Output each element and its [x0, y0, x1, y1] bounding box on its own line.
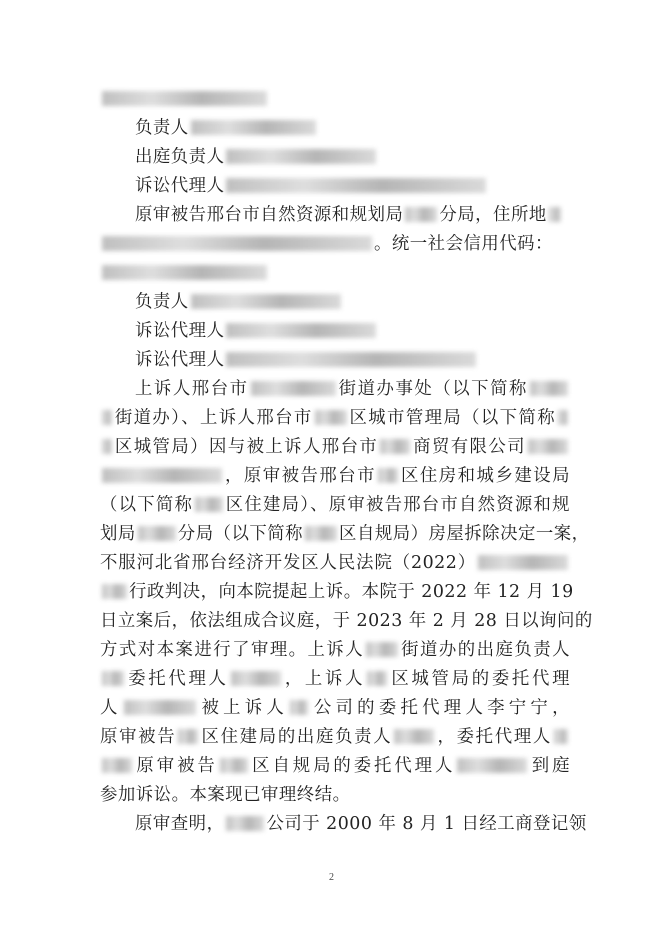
text-line-10	[135, 345, 570, 375]
redaction	[315, 410, 347, 425]
redaction	[558, 410, 568, 425]
text-line-11	[135, 374, 570, 404]
text-span: 诉讼代理人	[135, 176, 225, 196]
redaction	[220, 758, 248, 773]
text-span: 日立案后，依法组成合议庭，于 2023 年 2 月 28 日以询问的	[100, 611, 593, 631]
redaction	[191, 294, 341, 309]
redaction	[231, 671, 281, 686]
redaction	[478, 555, 568, 570]
text-span: 区住建局）、原审被告邢台市自然资源和规	[225, 495, 570, 515]
page-number: 2	[329, 872, 334, 883]
text-span: 区自规局）房屋拆除决定一案，	[339, 524, 590, 544]
text-span: 诉讼代理人	[135, 321, 225, 341]
text-line-2	[135, 113, 570, 143]
text-line-18	[100, 577, 574, 607]
text-span: ，原审被告邢台市	[224, 466, 377, 486]
text-line-24	[100, 751, 570, 781]
text-span: 原审查明，	[135, 814, 225, 834]
text-span: 区住房和城乡建设局	[400, 466, 570, 486]
text-span: 人	[100, 698, 122, 718]
redaction	[528, 439, 568, 454]
text-line-14	[100, 461, 570, 491]
text-span: 分局（以下简称	[177, 524, 304, 544]
redaction	[549, 207, 561, 222]
redaction	[102, 468, 222, 483]
text-line-8	[135, 287, 570, 317]
text-line-20	[100, 635, 570, 665]
text-line-4	[135, 171, 570, 201]
text-span: 诉讼代理人	[135, 350, 225, 370]
text-line-13	[100, 432, 570, 462]
redaction	[102, 671, 124, 686]
redaction	[102, 265, 267, 280]
text-line-21	[100, 664, 570, 694]
text-span: 被上诉人	[197, 698, 289, 718]
text-line-1	[100, 84, 570, 114]
text-line-15	[100, 490, 570, 520]
redaction	[226, 323, 376, 338]
text-span: 原审被告	[100, 727, 177, 747]
text-span: 分局，住所地	[439, 205, 547, 225]
text-span: 街道办事处（以下简称	[337, 379, 528, 399]
text-span: 区城管局的委托代理	[389, 669, 570, 689]
redaction	[394, 729, 434, 744]
text-line-22	[100, 693, 570, 723]
text-span: 委托代理人	[126, 669, 229, 689]
text-span: 出庭负责人	[135, 147, 225, 167]
text-span: 原审被告邢台市自然资源和规划局	[135, 205, 404, 225]
text-span: 不服河北省邢台经济开发区人民法院（2022）	[100, 553, 476, 573]
text-span: 行政判决，向本院提起上诉。本院于 2022 年 12 月 19	[129, 582, 574, 602]
redaction	[290, 700, 308, 715]
text-span: 划局	[100, 524, 136, 544]
redaction	[305, 526, 337, 541]
text-span: 。统一社会信用代码：	[374, 234, 553, 254]
text-line-12	[100, 403, 570, 433]
text-span: 参加诉讼。本案现已审理终结。	[100, 785, 351, 805]
text-line-16	[100, 519, 590, 549]
redaction	[102, 439, 112, 454]
text-line-6	[100, 229, 570, 259]
redaction	[102, 236, 372, 251]
redaction	[102, 410, 112, 425]
text-line-9	[135, 316, 570, 346]
text-line-17	[100, 548, 570, 578]
redaction	[226, 178, 486, 193]
redaction	[380, 439, 410, 454]
redaction	[178, 729, 198, 744]
text-line-19	[100, 606, 593, 636]
text-span: ，委托代理人	[436, 727, 552, 747]
redaction	[195, 497, 223, 512]
text-span: 公司的委托代理人李宁宁，	[310, 698, 570, 718]
text-line-23	[100, 722, 570, 752]
redaction	[102, 584, 127, 599]
text-span: 负责人	[135, 292, 189, 312]
text-span: 公司于 2000 年 8 月 1 日经工商登记领	[266, 814, 587, 834]
text-span: 区自规局的委托代理人	[249, 756, 456, 776]
redaction	[530, 381, 568, 396]
text-line-26	[135, 809, 587, 839]
text-span: ，上诉人	[282, 669, 366, 689]
text-span: 负责人	[135, 118, 189, 138]
redaction	[554, 729, 568, 744]
redaction	[226, 816, 264, 831]
redaction	[102, 91, 267, 106]
redaction	[405, 207, 437, 222]
text-span: 方式对本案进行了审理。上诉人	[100, 640, 365, 660]
text-span: 街道办的出庭负责人	[400, 640, 570, 660]
text-span: 上诉人邢台市	[135, 379, 249, 399]
text-span: 街道办）、上诉人邢台市	[114, 408, 313, 428]
text-span: 到庭	[529, 756, 570, 776]
text-span: 原审被告	[134, 756, 218, 776]
text-line-7	[100, 258, 570, 288]
redaction	[457, 758, 527, 773]
redaction	[138, 526, 176, 541]
text-line-25	[100, 780, 570, 810]
redaction	[366, 642, 398, 657]
redaction	[226, 352, 476, 367]
text-span: 区住建局的出庭负责人	[200, 727, 393, 747]
redaction	[102, 758, 132, 773]
text-span: （以下简称	[100, 495, 194, 515]
text-span: 商贸有限公司	[412, 437, 526, 457]
redaction	[378, 468, 398, 483]
redaction	[251, 381, 336, 396]
text-span: 区城市管理局（以下简称	[348, 408, 556, 428]
text-line-5	[135, 200, 570, 230]
redaction	[367, 671, 387, 686]
redaction	[226, 149, 376, 164]
text-span: 区城管局）因与被上诉人邢台市	[114, 437, 379, 457]
redaction	[124, 700, 196, 715]
text-line-3	[135, 142, 570, 172]
redaction	[191, 120, 316, 135]
